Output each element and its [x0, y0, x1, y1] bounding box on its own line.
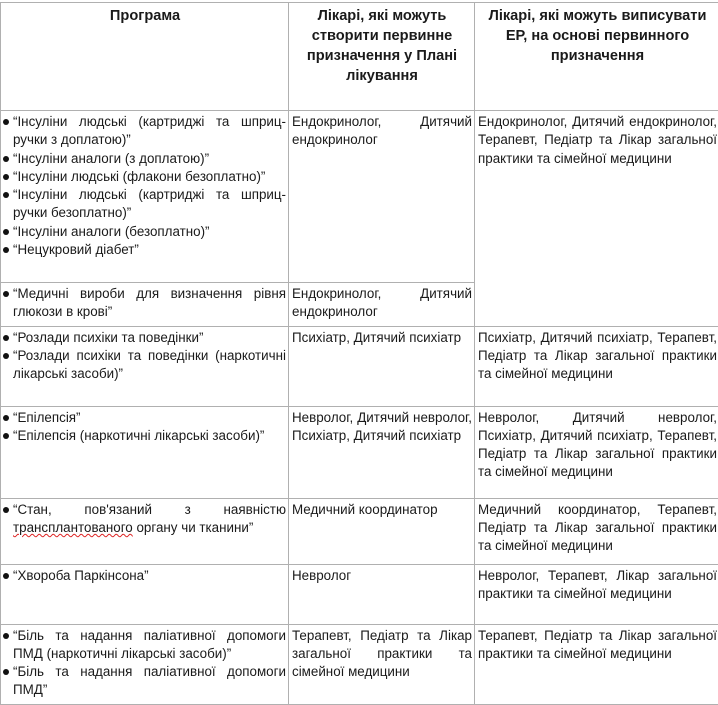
program-cell	[1, 564, 289, 624]
header-row	[1, 3, 718, 111]
table-row	[1, 498, 718, 564]
creators-cell: Ендокринолог, Дитячий ендокринолог	[289, 283, 475, 327]
program-item: “Розлади психіки та поведінки (наркотичні лікарські засоби)”	[1, 347, 286, 384]
table-row	[1, 564, 718, 624]
prescribers-cell: Невролог, Терапевт, Лікар загальної практики та сімейної медицини	[475, 564, 718, 624]
program-item: “Епілепсія (наркотичні лікарські засоби)”	[1, 427, 286, 445]
program-list	[1, 409, 286, 446]
program-item: “Стан, пов'язаний з наявністю трансплантованого органу чи тканини”	[1, 501, 286, 538]
table-row	[1, 406, 718, 498]
program-item: “Інсуліни людські (картриджі та шприц-ручки з доплатою)”	[1, 113, 286, 150]
table-row	[1, 624, 718, 704]
prescribers-cell: Психіатр, Дитячий психіатр, Терапевт, Педіатр та Лікар загальної практики та сімейної медицини	[475, 326, 718, 406]
program-item: “Нецукровий діабет”	[1, 241, 286, 259]
header-prescribers: Лікарі, які можуть виписувати ЕР, на основі первинного призначення	[475, 3, 718, 111]
program-list	[1, 627, 286, 700]
program-item: “Епілепсія”	[1, 409, 286, 427]
program-cell	[1, 624, 289, 704]
program-list	[1, 567, 286, 585]
prescribers-cell: Невролог, Дитячий невролог, Психіатр, Дитячий психіатр, Терапевт, Педіатр та Лікар загальної практики та сімейної медицини	[475, 406, 718, 498]
program-cell	[1, 283, 289, 327]
program-item: “Біль та надання паліативної допомоги ПМД (наркотичні лікарські засоби)”	[1, 627, 286, 664]
creators-cell: Невролог, Дитячий невролог, Психіатр, Дитячий психіатр	[289, 406, 475, 498]
program-item: “Інсуліни аналоги (з доплатою)”	[1, 150, 286, 168]
program-list	[1, 501, 286, 538]
creators-cell: Невролог	[289, 564, 475, 624]
creators-cell: Медичний координатор	[289, 498, 475, 564]
program-item: “Інсуліни людські (картриджі та шприц-ручки безоплатно)”	[1, 186, 286, 223]
creators-cell: Психіатр, Дитячий психіатр	[289, 326, 475, 406]
program-item: “Медичні вироби для визначення рівня глюкози в крові”	[1, 285, 286, 322]
header-program: Програма	[1, 3, 289, 111]
creators-cell: Терапевт, Педіатр та Лікар загальної практики та сімейної медицини	[289, 624, 475, 704]
program-cell	[1, 498, 289, 564]
program-cell	[1, 326, 289, 406]
table-row	[1, 326, 718, 406]
prescribers-cell: Терапевт, Педіатр та Лікар загальної практики та сімейної медицини	[475, 624, 718, 704]
program-item: “Інсуліни людські (флакони безоплатно)”	[1, 168, 286, 186]
program-list	[1, 329, 286, 384]
program-cell	[1, 111, 289, 283]
programs-table	[0, 2, 718, 705]
program-item: “Інсуліни аналоги (безоплатно)”	[1, 223, 286, 241]
program-item: “Розлади психіки та поведінки”	[1, 329, 286, 347]
prescribers-cell: Ендокринолог, Дитячий ендокринолог, Терапевт, Педіатр та Лікар загальної практики та сімейної медицини	[475, 111, 718, 327]
program-item: “Біль та надання паліативної допомоги ПМД”	[1, 663, 286, 700]
program-cell	[1, 406, 289, 498]
program-list	[1, 113, 286, 259]
header-creators: Лікарі, які можуть створити первинне призначення у Плані лікування	[289, 3, 475, 111]
table-row	[1, 111, 718, 283]
creators-cell: Ендокринолог, Дитячий ендокринолог	[289, 111, 475, 283]
spellcheck-underline: трансплантованого	[13, 520, 133, 535]
prescribers-cell: Медичний координатор, Терапевт, Педіатр та Лікар загальної практики та сімейної медицини	[475, 498, 718, 564]
program-item: “Хвороба Паркінсона”	[1, 567, 286, 585]
program-list	[1, 285, 286, 322]
